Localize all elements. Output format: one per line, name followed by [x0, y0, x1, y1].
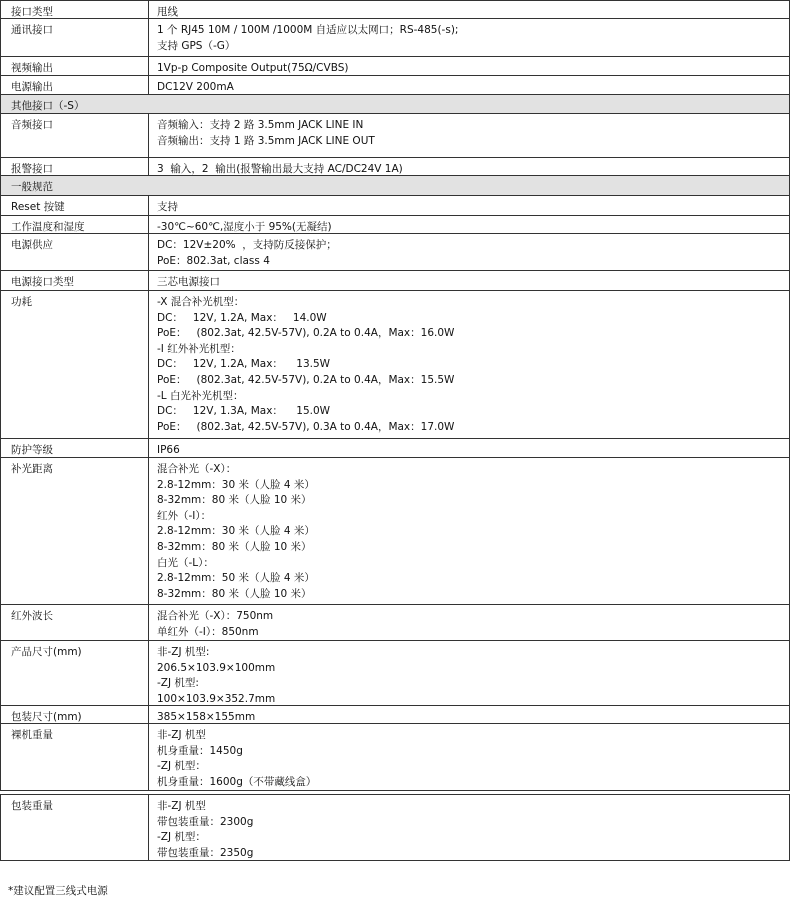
- spec-value-line: PoE： (802.3at, 42.5V-57V), 0.2A to 0.4A，Max：16.0W: [157, 327, 455, 340]
- spec-label: 红外波长: [1, 605, 149, 640]
- spec-value-line: 8-32mm：80 米（人脸 10 米）: [157, 587, 312, 600]
- spec-value-line: PoE： (802.3at, 42.5V-57V), 0.2A to 0.4A，Max：15.5W: [157, 373, 455, 386]
- footnote: *建议配置三线式电源: [8, 885, 108, 897]
- spec-value-line: 带包装重量：2300g: [157, 815, 254, 828]
- spec-value-line: -30℃~60℃,湿度小于 95%(无凝结): [157, 221, 332, 233]
- section-header: 一般规范: [0, 176, 790, 196]
- spec-value-line: PoE：802.3at, class 4: [157, 254, 270, 267]
- spec-value-line: 支持 GPS（-G）: [157, 39, 236, 52]
- spec-label: 音频接口: [1, 114, 149, 157]
- spec-value-line: 甩线: [157, 6, 178, 18]
- spec-value-line: 2.8-12mm：30 米（人脸 4 米）: [157, 525, 315, 538]
- table-row: [0, 0, 790, 19]
- spec-value-line: -ZJ 机型：: [157, 760, 206, 773]
- spec-value: [149, 1, 789, 18]
- spec-value-line: 非-ZJ 机型: [157, 800, 206, 812]
- spec-value: [149, 641, 789, 705]
- spec-label: 视频输出: [1, 57, 149, 75]
- spec-label: 电源供应: [1, 234, 149, 270]
- spec-value-line: 385×158×155mm: [157, 711, 256, 723]
- spec-value-line: DC12V 200mA: [157, 81, 234, 93]
- spec-value-line: -L 白光补光机型：: [157, 389, 244, 402]
- spec-value-line: 1Vp-p Composite Output(75Ω/CVBS): [157, 62, 349, 74]
- spec-value: [149, 458, 789, 604]
- spec-value-line: 混合补光（-X）：: [157, 463, 237, 475]
- table-row: [0, 291, 790, 439]
- spec-label: 产品尺寸(mm): [1, 641, 149, 705]
- spec-label: 补光距离: [1, 458, 149, 604]
- spec-value: [149, 271, 789, 290]
- spec-value-line: 支持: [157, 201, 178, 213]
- spec-value-line: 音频输入：支持 2 路 3.5mm JACK LINE IN: [157, 119, 364, 131]
- spec-value: [149, 196, 789, 215]
- table-row: [0, 57, 790, 76]
- spec-value: [149, 234, 789, 270]
- spec-value: [149, 158, 789, 175]
- spec-value: [149, 439, 789, 457]
- spec-value-line: 206.5×103.9×100mm: [157, 661, 276, 674]
- table-row: [0, 216, 790, 234]
- table-row: [0, 114, 790, 158]
- spec-label: 工作温度和湿度: [1, 216, 149, 233]
- table-row: [0, 76, 790, 95]
- spec-value-line: -X 混合补光机型：: [157, 296, 245, 308]
- table-row: [0, 458, 790, 605]
- table-row: [0, 605, 790, 641]
- table-row: [0, 271, 790, 291]
- spec-value-line: 100×103.9×352.7mm: [157, 692, 276, 705]
- spec-label: 接口类型: [1, 1, 149, 18]
- spec-value: [149, 706, 789, 723]
- table-row: [0, 158, 790, 176]
- spec-value-line: 带包装重量：2350g: [157, 846, 254, 859]
- spec-label: 包装尺寸(mm): [1, 706, 149, 723]
- spec-value-line: DC：12V±20% ，支持防反接保护；: [157, 239, 337, 251]
- spec-value: [149, 724, 789, 790]
- spec-label: 电源输出: [1, 76, 149, 94]
- spec-value-line: -ZJ 机型：: [157, 831, 206, 844]
- table-row: [0, 706, 790, 724]
- spec-label: 电源接口类型: [1, 271, 149, 290]
- table-row: [0, 19, 790, 57]
- spec-value-line: 8-32mm：80 米（人脸 10 米）: [157, 540, 312, 553]
- spec-value: [149, 605, 789, 640]
- spec-label: 报警接口: [1, 158, 149, 175]
- table-row: [0, 641, 790, 706]
- table-row: [0, 196, 790, 216]
- spec-label: 通讯接口: [1, 19, 149, 56]
- spec-value: [149, 19, 789, 56]
- spec-label: Reset 按键: [1, 196, 149, 215]
- spec-value-line: 机身重量：1450g: [157, 744, 243, 757]
- spec-value-line: 非-ZJ 机型:: [157, 646, 210, 658]
- table-row: [0, 794, 790, 861]
- spec-value-line: PoE： (802.3at, 42.5V-57V), 0.3A to 0.4A，Max：17.0W: [157, 420, 455, 433]
- spec-label: 功耗: [1, 291, 149, 438]
- spec-value-line: 2.8-12mm：50 米（人脸 4 米）: [157, 572, 315, 585]
- table-row: [0, 439, 790, 458]
- spec-value: [149, 114, 789, 157]
- table-row: [0, 724, 790, 791]
- spec-value: [149, 291, 789, 438]
- spec-value-line: DC： 12V, 1.3A, Max： 15.0W: [157, 405, 331, 418]
- spec-value-line: DC： 12V, 1.2A, Max： 14.0W: [157, 311, 327, 324]
- section-header: 其他接口（-S）: [0, 95, 790, 114]
- spec-value: [149, 795, 789, 860]
- spec-value-line: 非-ZJ 机型: [157, 729, 206, 741]
- spec-value-line: IP66: [157, 444, 180, 456]
- spec-value-line: 混合补光（-X）：750nm: [157, 610, 274, 622]
- spec-value-line: -I 红外补光机型：: [157, 342, 241, 355]
- spec-value-line: DC： 12V, 1.2A, Max： 13.5W: [157, 358, 331, 371]
- spec-label: 包装重量: [1, 795, 149, 860]
- spec-value-line: 单红外（-I）：850nm: [157, 625, 259, 638]
- spec-value: [149, 57, 789, 75]
- spec-value-line: 音频输出：支持 1 路 3.5mm JACK LINE OUT: [157, 134, 375, 147]
- spec-value-line: 白光（-L）：: [157, 556, 214, 569]
- spec-value-line: 三芯电源接口: [157, 276, 220, 288]
- spec-value: [149, 216, 789, 233]
- spec-value-line: 红外（-I）：: [157, 509, 212, 522]
- spec-value-line: 1 个 RJ45 10M / 100M /1000M 自适应以太网口；RS-485(-s);: [157, 24, 459, 36]
- spec-value-line: 2.8-12mm：30 米（人脸 4 米）: [157, 478, 315, 491]
- spec-value-line: 3 输入，2 输出(报警输出最大支持 AC/DC24V 1A): [157, 163, 403, 175]
- spec-label: 防护等级: [1, 439, 149, 457]
- spec-value-line: 8-32mm：80 米（人脸 10 米）: [157, 494, 312, 507]
- spec-label: 裸机重量: [1, 724, 149, 790]
- table-row: [0, 234, 790, 271]
- spec-value-line: -ZJ 机型:: [157, 677, 199, 690]
- spec-value-line: 机身重量：1600g（不带藏线盒）: [157, 775, 317, 788]
- spec-value: [149, 76, 789, 94]
